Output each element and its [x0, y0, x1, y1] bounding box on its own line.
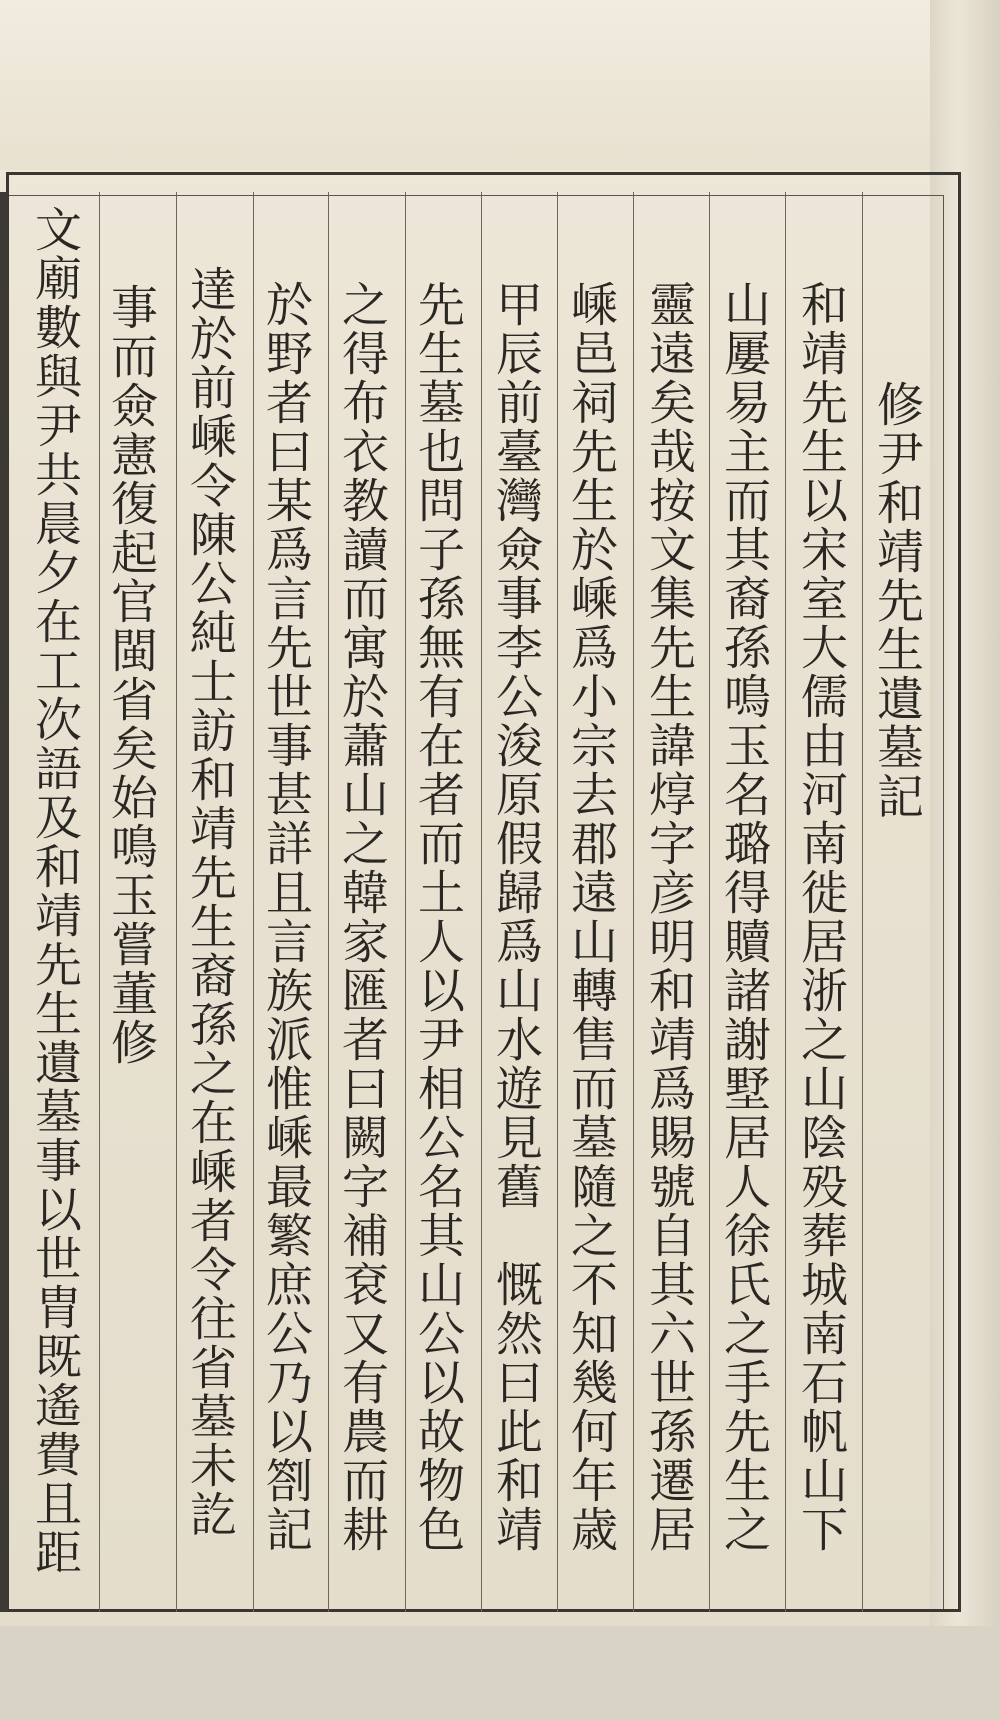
column-rule — [709, 192, 710, 1612]
column-rule — [862, 192, 863, 1612]
column-rule — [557, 192, 558, 1612]
text-column-9: 達於前嵊令陳公純士訪和靖先生裔孫之在嵊者令往省墓未訖 — [182, 265, 237, 1539]
top-margin — [0, 0, 1000, 170]
column-rule — [328, 192, 329, 1612]
column-rule — [99, 192, 100, 1612]
text-column-2: 山屢易主而其裔孫鳴玉名璐得贖諸謝墅居人徐氏之手先生之 — [716, 280, 771, 1554]
text-column-7: 之得布衣教讀而寓於蕭山之韓家匯者曰闕字補袞又有農而耕 — [334, 280, 389, 1554]
text-column-10: 事而僉憲復起官閩省矣始鳴玉嘗董修 — [103, 283, 158, 1067]
column-rule — [253, 192, 254, 1612]
text-column-8: 於野者曰某爲言先世事甚詳且言族派惟嵊最繁庶公乃以劄記 — [258, 280, 313, 1554]
column-rule — [785, 192, 786, 1612]
column-rule — [405, 192, 406, 1612]
text-column-4: 嵊邑祠先生於嵊爲小宗去郡遠山轉售而墓隨之不知幾何年歳 — [563, 280, 618, 1554]
text-column-11: 文廟數與尹共晨夕在工次語及和靖先生遺墓事以世胄既遙費且距 — [27, 205, 82, 1577]
text-column-6: 先生墓也問子孫無有在者而土人以尹相公名其山公以故物色 — [410, 280, 465, 1554]
column-rule — [481, 192, 482, 1612]
text-column-5: 甲辰前臺灣僉事李公浚原假歸爲山水遊見舊 慨然曰此和靖 — [488, 280, 543, 1554]
column-rule — [176, 192, 177, 1612]
column-rule — [633, 192, 634, 1612]
document-title: 修尹和靖先生遺墓記 — [869, 380, 924, 821]
left-edge-border — [0, 192, 8, 1612]
text-column-1: 和靖先生以宋室大儒由河南徙居浙之山陰殁葬城南石帆山下 — [793, 280, 848, 1554]
text-column-3: 靈遠矣哉按文集先生諱焞字彦明和靖爲賜號自其六世孫遷居 — [641, 280, 696, 1554]
